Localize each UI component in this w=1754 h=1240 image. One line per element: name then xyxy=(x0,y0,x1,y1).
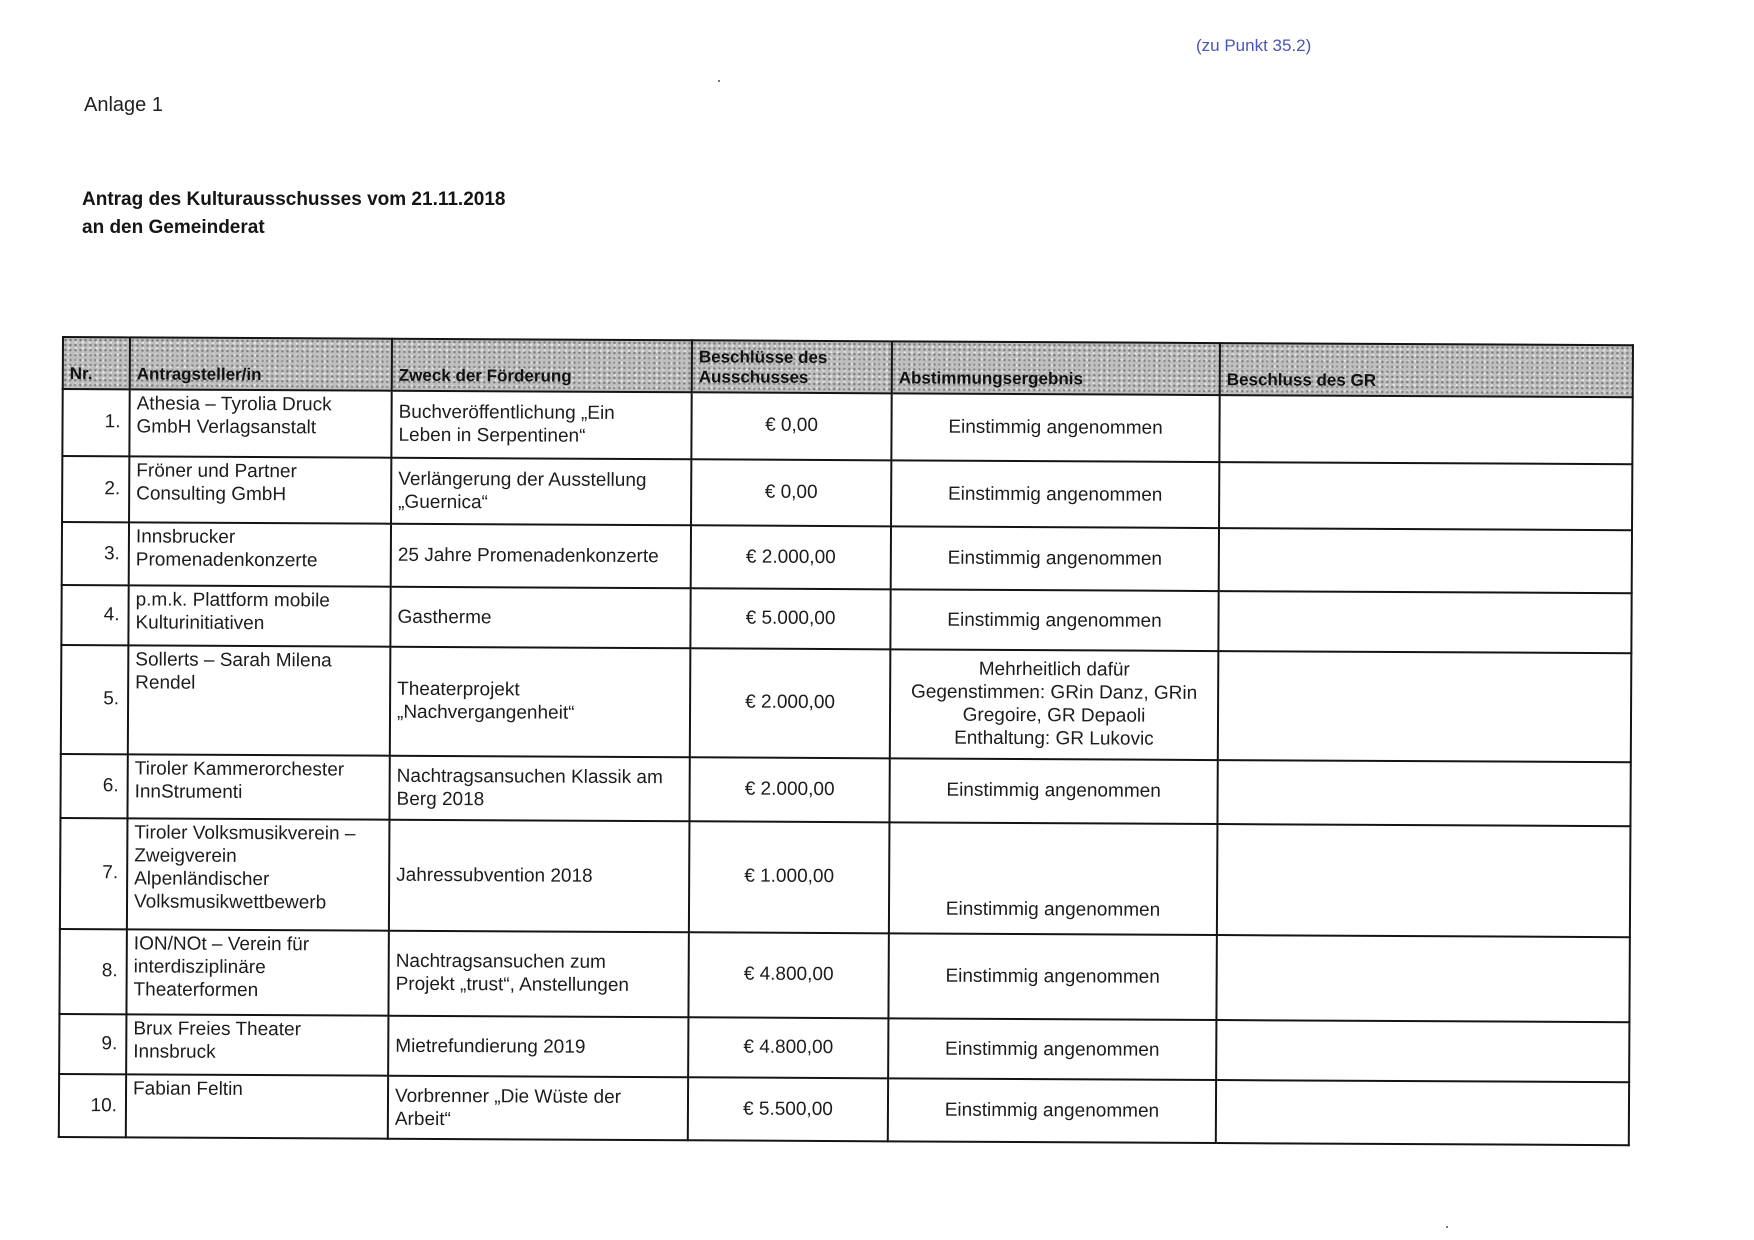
table-row xyxy=(62,522,1632,593)
result-cell-line: Einstimmig angenommen xyxy=(947,609,1162,632)
applicant-cell-line: Innsbrucker xyxy=(135,526,236,549)
table-header-row xyxy=(63,337,1633,397)
applicant-cell-line: GmbH Verlagsanstalt xyxy=(136,416,317,439)
table-row xyxy=(59,929,1629,1023)
applicant-cell xyxy=(127,819,390,931)
header-decision: Beschluss des GR xyxy=(1220,343,1633,397)
result-cell xyxy=(891,460,1219,528)
applicant-cell-line: Tiroler Kammerorchester xyxy=(134,757,345,781)
applicant-cell-line: Rendel xyxy=(135,672,196,694)
decision-cell xyxy=(1219,462,1632,531)
purpose-cell-line: Jahressubvention 2018 xyxy=(396,864,593,887)
decision-cell xyxy=(1218,651,1632,762)
result-cell-line: Einstimmig angenommen xyxy=(945,965,1160,988)
purpose-cell-line: Leben in Serpentinen“ xyxy=(398,425,586,448)
purpose-cell-line: Vorbrenner „Die Wüste der xyxy=(394,1085,622,1108)
amount-cell: € 4.800,00 xyxy=(688,932,888,1018)
row-number: 4. xyxy=(61,585,128,646)
row-number: 8. xyxy=(59,929,126,1015)
applicant-cell-line: Fröner und Partner xyxy=(136,460,297,482)
attachment-label: Anlage 1 xyxy=(84,94,163,116)
document-title xyxy=(82,186,505,242)
applicant-cell-line: Kulturinitiativen xyxy=(135,612,265,634)
result-cell xyxy=(889,823,1218,935)
decision-cell xyxy=(1219,528,1632,593)
result-cell xyxy=(891,393,1219,461)
result-cell-line: Einstimmig angenommen xyxy=(945,1038,1160,1061)
result-cell-line: Einstimmig angenommen xyxy=(948,416,1163,439)
amount-cell: € 4.800,00 xyxy=(688,1017,888,1078)
result-cell xyxy=(889,758,1217,824)
decision-cell xyxy=(1216,1020,1629,1083)
amount-cell: € 0,00 xyxy=(691,459,891,527)
amount-cell: € 2.000,00 xyxy=(689,757,889,823)
purpose-cell xyxy=(388,930,688,1017)
decision-cell xyxy=(1217,760,1630,827)
purpose-cell-line: Projekt „trust“, Anstellungen xyxy=(395,974,630,997)
purpose-cell-line: Gastherme xyxy=(397,606,492,628)
header-nr: Nr. xyxy=(63,337,130,389)
applicant-cell-line: Fabian Feltin xyxy=(133,1078,243,1101)
table-row xyxy=(59,1014,1629,1083)
purpose-cell xyxy=(391,524,691,588)
applicant-cell xyxy=(126,1014,388,1076)
purpose-cell xyxy=(388,1016,688,1078)
table-row xyxy=(59,1074,1629,1145)
applicant-cell-line: Athesia – Tyrolia Druck xyxy=(136,393,332,416)
header-purpose: Zweck der Förderung xyxy=(392,339,692,393)
result-cell xyxy=(890,589,1218,651)
result-cell-line: Enthaltung: GR Lukovic xyxy=(954,728,1154,751)
applicant-cell xyxy=(128,585,390,647)
applicant-cell xyxy=(129,523,391,587)
purpose-cell-line: Arbeit“ xyxy=(394,1108,451,1130)
result-cell-line: Einstimmig angenommen xyxy=(947,547,1163,570)
table-row xyxy=(61,585,1631,654)
row-number: 10. xyxy=(59,1074,126,1137)
table-row xyxy=(62,389,1632,464)
table-row xyxy=(61,645,1632,762)
row-number: 3. xyxy=(62,522,129,585)
applicant-cell xyxy=(129,456,391,524)
purpose-cell-line: Mietrefundierung 2019 xyxy=(395,1035,586,1058)
purpose-cell-line: Theaterprojekt xyxy=(397,679,520,701)
applicant-cell-line: Brux Freies Theater xyxy=(133,1018,301,1041)
applicant-cell-line: Tiroler Volksmusikverein – xyxy=(134,822,356,845)
purpose-cell xyxy=(388,1076,688,1140)
result-cell xyxy=(888,933,1216,1020)
result-cell-line: Einstimmig angenommen xyxy=(947,483,1163,506)
decision-cell xyxy=(1219,395,1632,464)
result-cell-line: Einstimmig angenommen xyxy=(946,780,1161,803)
header-result: Abstimmungsergebnis xyxy=(892,341,1220,395)
decision-cell xyxy=(1216,1081,1629,1146)
result-cell-line: Mehrheitlich dafür xyxy=(978,659,1130,682)
purpose-cell xyxy=(389,820,690,932)
purpose-cell-line: Berg 2018 xyxy=(396,788,485,811)
decision-cell xyxy=(1216,935,1629,1023)
amount-cell: € 1.000,00 xyxy=(689,821,890,932)
applicant-cell-line: Sollerts – Sarah Milena xyxy=(135,649,332,672)
amount-cell: € 0,00 xyxy=(691,392,891,460)
header-applicant: Antragsteller/in xyxy=(130,337,392,390)
result-cell-line: Gregoire, GR Depaoli xyxy=(962,705,1146,728)
grant-table-wrapper xyxy=(58,336,1632,1146)
applicant-cell-line: InnStrumenti xyxy=(134,780,243,803)
row-number: 7. xyxy=(60,818,128,929)
result-cell xyxy=(891,527,1219,591)
applicant-cell-line: Volksmusikwettbewerb xyxy=(133,891,327,914)
row-number: 5. xyxy=(61,645,129,754)
applicant-cell-line: Consulting GmbH xyxy=(136,483,287,505)
decision-cell xyxy=(1218,591,1631,654)
applicant-cell-line: Theaterformen xyxy=(133,978,259,1001)
applicant-cell xyxy=(129,389,391,457)
purpose-cell-line: „Guernica“ xyxy=(398,491,488,514)
amount-cell: € 5.500,00 xyxy=(688,1078,888,1142)
row-number: 2. xyxy=(62,456,129,523)
amount-cell: € 2.000,00 xyxy=(691,526,891,590)
applicant-cell xyxy=(127,754,389,820)
scan-speck xyxy=(718,80,720,82)
applicant-cell-line: Innsbruck xyxy=(133,1041,216,1063)
result-cell-line: Gegenstimmen: GRin Danz, GRin xyxy=(910,681,1198,705)
header-amount: Beschlüsse des Ausschusses xyxy=(692,340,892,393)
purpose-cell-line: „Nachvergangenheit“ xyxy=(396,702,575,725)
applicant-cell-line: interdisziplinäre xyxy=(133,955,266,978)
applicant-cell xyxy=(126,1075,388,1139)
scan-speck xyxy=(1446,1226,1448,1228)
purpose-cell xyxy=(391,391,691,459)
applicant-cell-line: Promenadenkonzerte xyxy=(135,549,318,572)
row-number: 6. xyxy=(60,754,127,819)
purpose-cell-line: Nachtragsansuchen Klassik am xyxy=(396,765,663,789)
result-cell xyxy=(890,650,1219,760)
purpose-cell-line: Verlängerung der Ausstellung xyxy=(398,468,647,492)
result-cell-line: Einstimmig angenommen xyxy=(945,898,1161,921)
applicant-cell xyxy=(126,929,388,1016)
title-line: Antrag des Kulturausschusses vom 21.11.2018 xyxy=(82,189,506,210)
applicant-cell-line: Alpenländischer xyxy=(134,868,270,891)
table-body xyxy=(59,389,1633,1145)
table-row xyxy=(62,456,1632,531)
purpose-cell xyxy=(390,587,690,649)
applicant-cell-line: p.m.k. Plattform mobile xyxy=(135,589,330,612)
result-cell xyxy=(888,1018,1216,1080)
result-cell xyxy=(888,1079,1216,1143)
grant-table xyxy=(58,336,1634,1146)
table-row xyxy=(60,818,1631,937)
purpose-cell xyxy=(389,755,689,821)
title-line: an den Gemeinderat xyxy=(82,217,265,238)
applicant-cell-line: Zweigverein xyxy=(134,845,237,868)
row-number: 1. xyxy=(62,389,129,456)
purpose-cell xyxy=(390,647,691,757)
applicant-cell-line: ION/NOt – Verein für xyxy=(133,932,310,955)
purpose-cell-line: Nachtragsansuchen zum xyxy=(395,951,606,974)
amount-cell: € 2.000,00 xyxy=(690,649,891,758)
amount-cell: € 5.000,00 xyxy=(690,588,890,649)
purpose-cell xyxy=(391,457,691,525)
applicant-cell xyxy=(128,646,391,756)
purpose-cell-line: Buchveröffentlichung „Ein xyxy=(398,402,615,425)
result-cell-line: Einstimmig angenommen xyxy=(944,1099,1160,1122)
table-row xyxy=(60,754,1630,827)
purpose-cell-line: 25 Jahre Promenadenkonzerte xyxy=(397,544,659,568)
row-number: 9. xyxy=(59,1014,126,1075)
decision-cell xyxy=(1217,824,1631,937)
reference-note: (zu Punkt 35.2) xyxy=(1196,36,1312,55)
